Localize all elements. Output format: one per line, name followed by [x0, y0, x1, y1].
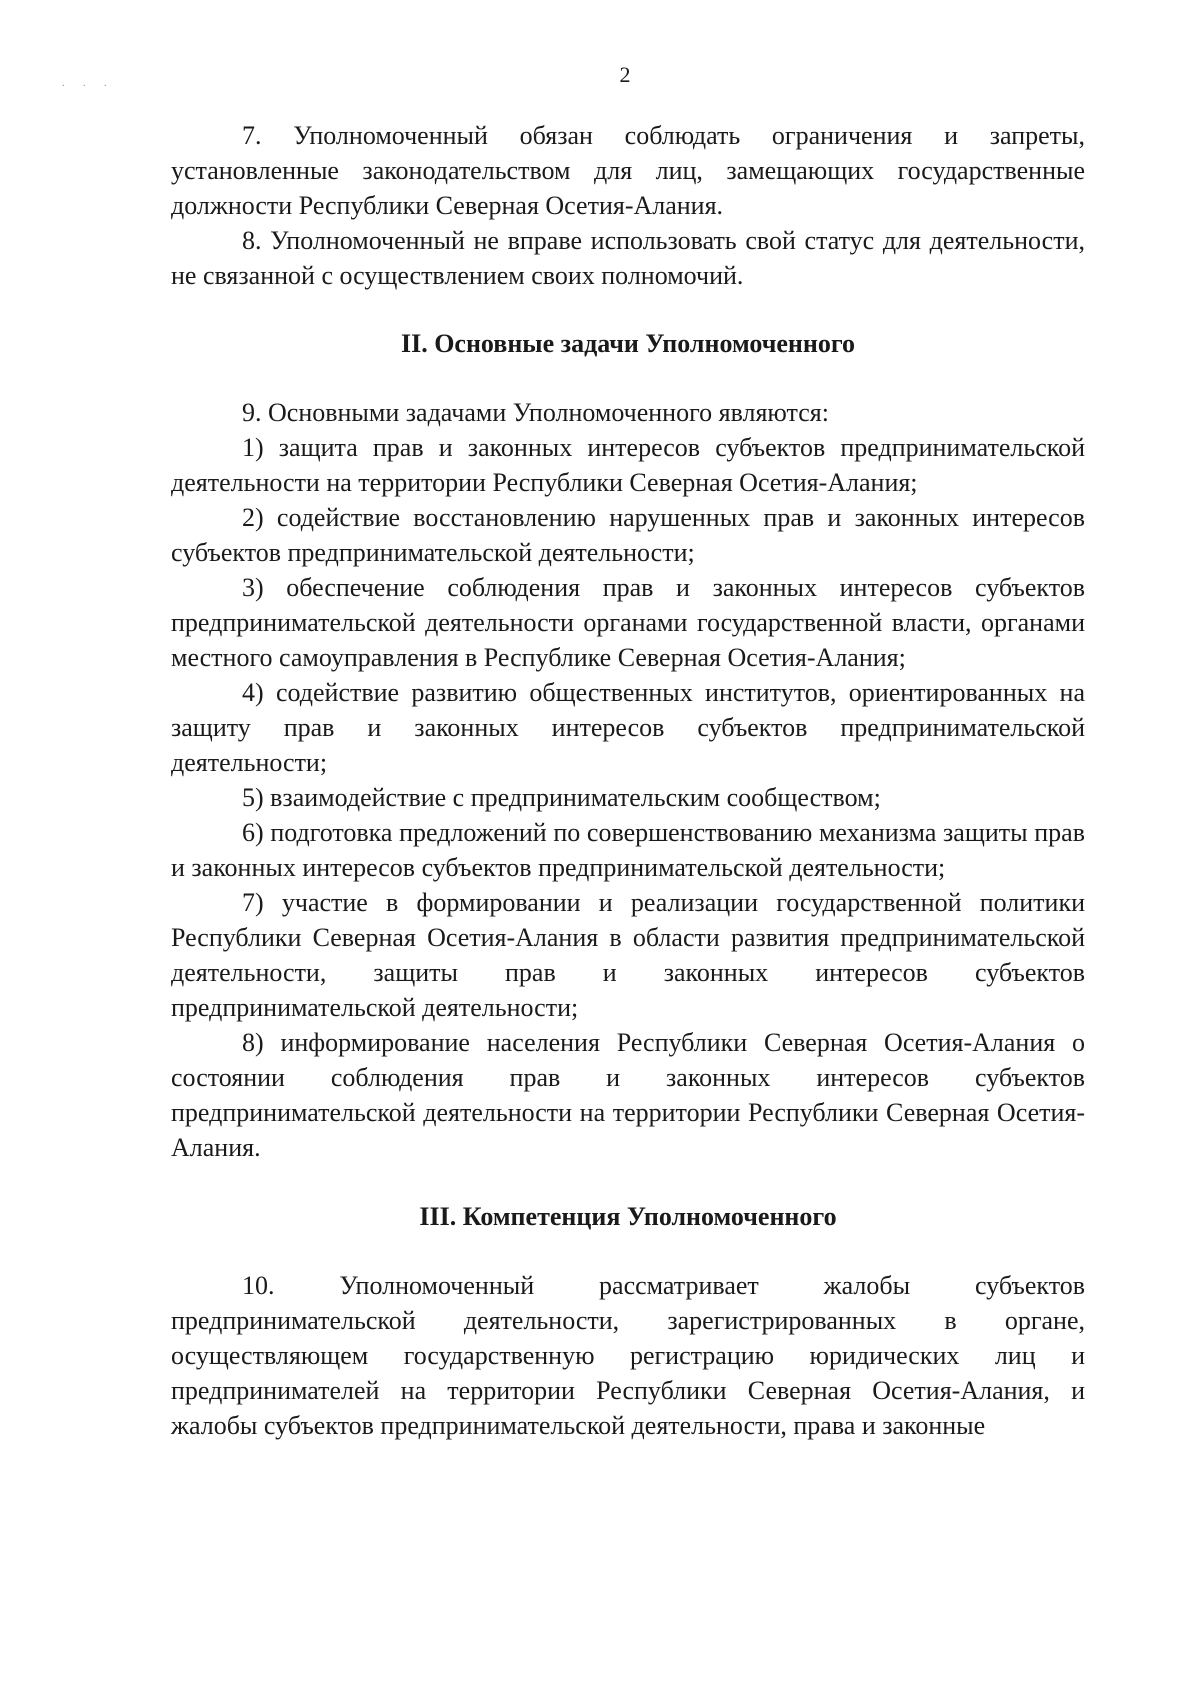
task-item-6: 6) подготовка предложений по совершенствованию механизма защиты прав и законных интересов субъектов предпринимательской деятельности;	[171, 818, 1085, 882]
task-item-2: 2) содействие восстановлению нарушенных прав и законных интересов субъектов предпринимательской деятельности;	[171, 503, 1085, 567]
paragraph-9-intro: 9. Основными задачами Уполномоченного являются:	[242, 398, 829, 427]
task-item-1: 1) защита прав и законных интересов субъектов предпринимательской деятельности на территории Республики Северная Осетия-Алания;	[171, 433, 1085, 497]
section-2-title: II. Основные задачи Уполномоченного	[400, 329, 856, 358]
task-item-3: 3) обеспечение соблюдения прав и законных интересов субъектов предпринимательской деятельности органами государственной власти, органами местного самоуправления в Республике Северная Осетия-Алания;	[171, 573, 1085, 672]
task-item-4: 4) содействие развитию общественных институтов, ориентированных на защиту прав и законных интересов субъектов предпринимательской деятельности;	[171, 678, 1085, 777]
page-number: 2	[619, 62, 631, 87]
task-item-7: 7) участие в формировании и реализации государственной политики Республики Северная Осетия-Алания в области развития предпринимательской деятельности, защиты прав и законных интересов субъектов предпринимательской деятельности;	[171, 888, 1085, 1022]
section-3-title: III. Компетенция Уполномоченного	[419, 1202, 837, 1231]
paragraph-8: 8. Уполномоченный не вправе использовать свой статус для деятельности, не связанной с осуществлением своих полномочий.	[171, 226, 1085, 290]
task-item-8: 8) информирование населения Республики Северная Осетия-Алания о состоянии соблюдения прав и законных интересов субъектов предпринимательской деятельности на территории Республики Северная Осетия-Алания.	[171, 1028, 1085, 1162]
task-item-5: 5) взаимодействие с предпринимательским сообществом;	[242, 783, 881, 812]
scan-artifact-marks: . . .	[62, 78, 115, 89]
document-body	[171, 118, 1085, 1443]
paragraph-7: 7. Уполномоченный обязан соблюдать ограничения и запреты, установленные законодательством для лиц, замещающих государственные должности Республики Северная Осетия-Алания.	[171, 121, 1085, 220]
paragraph-10: 10. Уполномоченный рассматривает жалобы субъектов предпринимательской деятельности, зарегистрированных в органе, осуществляющем государственную регистрацию юридических лиц и предпринимателей на территории Республики Северная Осетия-Алания, и жалобы субъектов предпринимательской деятельности, права и законные	[171, 1271, 1085, 1440]
